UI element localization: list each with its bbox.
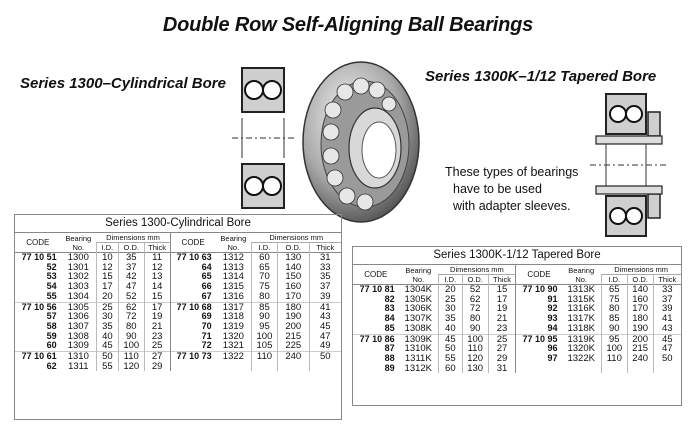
bearing-no-cell: 1306 <box>67 311 89 323</box>
id-cell: 40 <box>96 332 118 342</box>
thick-cell: 23 <box>488 324 516 334</box>
code-cell: 52 <box>46 261 57 272</box>
thick-cell: 47 <box>309 332 341 342</box>
thick-cell <box>653 364 681 374</box>
id-cell: 110 <box>252 352 278 362</box>
id-cell: 30 <box>438 304 462 314</box>
id-cell: 20 <box>96 292 118 302</box>
thick-cell: 15 <box>144 292 170 302</box>
id-cell: 35 <box>96 322 118 332</box>
od-cell: 90 <box>462 324 488 334</box>
od-cell: 180 <box>627 314 653 324</box>
code-cell: 77 10 56 <box>21 301 57 312</box>
col-od: O.D. <box>277 243 309 253</box>
id-cell: 75 <box>601 295 627 305</box>
id-cell: 55 <box>96 362 118 372</box>
id-cell: 100 <box>252 332 278 342</box>
col-dimensions: Dimensions mm <box>252 233 341 243</box>
od-cell: 140 <box>277 263 309 273</box>
id-cell: 85 <box>601 314 627 324</box>
bearing-no-cell: 1303 <box>67 281 89 293</box>
bearing-no-cell: 1313K <box>567 284 595 295</box>
col-od: O.D. <box>462 275 488 285</box>
thick-cell: 37 <box>653 295 681 305</box>
bearing-no-cell: 1321 <box>222 340 244 352</box>
od-cell: 200 <box>277 322 309 332</box>
id-cell: 17 <box>96 282 118 292</box>
code-cell: 58 <box>46 320 57 331</box>
bearing-no-cell: 1302 <box>67 271 89 283</box>
od-cell: 190 <box>277 312 309 322</box>
col-id: I.D. <box>96 243 118 253</box>
bearing-no-cell: 1322K <box>567 352 595 364</box>
code-cell <box>170 362 216 372</box>
od-cell: 100 <box>462 334 488 344</box>
code-cell: 54 <box>46 281 57 292</box>
code-cell: 87 <box>384 343 395 354</box>
thick-cell: 11 <box>144 253 170 263</box>
code-cell: 83 <box>384 303 395 314</box>
od-cell: 72 <box>462 304 488 314</box>
tapered-bore-diagram <box>590 92 666 238</box>
bearing-no-cell: 1322 <box>222 351 244 363</box>
table-row <box>15 352 341 362</box>
bearing-no-cell: 1304 <box>67 290 89 302</box>
od-cell: 72 <box>118 312 144 322</box>
col-bearing-no: Bearing No. <box>568 265 595 284</box>
id-cell: 95 <box>601 334 627 344</box>
thick-cell: 15 <box>488 285 516 295</box>
od-cell: 160 <box>627 295 653 305</box>
col-id: I.D. <box>252 243 278 253</box>
bearing-no-cell: 1319 <box>222 320 244 332</box>
code-cell: 93 <box>516 314 562 324</box>
thick-cell: 49 <box>309 341 341 351</box>
table-row <box>15 362 341 372</box>
code-cell: 84 <box>384 313 395 324</box>
thick-cell: 37 <box>309 282 341 292</box>
od-cell: 215 <box>277 332 309 342</box>
thick-cell: 33 <box>653 285 681 295</box>
bearing-no-cell: 1318K <box>567 322 595 334</box>
code-cell: 96 <box>516 344 562 354</box>
bearing-no-cell: 1312 <box>222 252 244 263</box>
od-cell: 52 <box>462 285 488 295</box>
col-od: O.D. <box>118 243 144 253</box>
bearing-no-cell: 1316 <box>222 290 244 302</box>
code-cell: 60 <box>46 340 57 351</box>
col-code: CODE <box>364 270 388 279</box>
code-cell: 53 <box>46 271 57 282</box>
od-cell: 160 <box>277 282 309 292</box>
thick-cell: 39 <box>309 292 341 302</box>
col-id: I.D. <box>438 275 462 285</box>
table-row <box>353 324 681 334</box>
code-cell: 77 10 61 <box>21 351 57 362</box>
code-cell: 57 <box>46 311 57 322</box>
od-cell: 215 <box>627 344 653 354</box>
code-cell: 77 10 51 <box>21 252 57 262</box>
bearing-no-cell: 1305K <box>404 293 433 305</box>
code-cell: 55 <box>46 290 57 301</box>
bearing-no-cell: 1320 <box>222 330 244 342</box>
bearing-no-cell: 1305 <box>67 301 89 313</box>
thick-cell: 41 <box>309 302 341 312</box>
od-cell: 110 <box>118 352 144 362</box>
bearing-no-cell: 1301 <box>67 261 89 273</box>
col-dimensions: Dimensions mm <box>601 265 681 275</box>
id-cell: 20 <box>438 285 462 295</box>
bearing-no-cell: 1313 <box>222 261 244 273</box>
id-cell: 12 <box>96 263 118 273</box>
od-cell: 180 <box>277 302 309 312</box>
id-cell: 105 <box>252 341 278 351</box>
thick-cell: 39 <box>653 304 681 314</box>
code-cell: 77 10 63 <box>170 253 216 263</box>
id-cell: 100 <box>601 344 627 354</box>
thick-cell: 50 <box>309 352 341 362</box>
od-cell: 150 <box>277 272 309 282</box>
col-bearing-no: Bearing No. <box>65 233 92 252</box>
bearing-no-cell: 1309K <box>404 333 433 345</box>
id-cell: 40 <box>438 324 462 334</box>
id-cell: 110 <box>601 354 627 364</box>
col-code: CODE <box>516 265 562 285</box>
thick-cell: 29 <box>488 354 516 364</box>
id-cell: 25 <box>96 302 118 312</box>
note-line: have to be used <box>453 182 542 196</box>
cylindrical-bore-table <box>14 214 342 420</box>
code-cell: 65 <box>170 272 216 282</box>
bearing-no-cell: 1316K <box>567 303 595 315</box>
code-cell: 69 <box>170 312 216 322</box>
code-cell: 77 10 90 <box>516 285 562 295</box>
code-cell: 70 <box>170 322 216 332</box>
od-cell: 120 <box>118 362 144 372</box>
od-cell: 90 <box>118 332 144 342</box>
code-cell: 59 <box>46 330 57 341</box>
cylindrical-series-heading: Series 1300–Cylindrical Bore <box>20 75 226 92</box>
code-cell: 66 <box>170 282 216 292</box>
col-bearing-no: Bearing No. <box>220 233 247 252</box>
code-cell: 97 <box>516 354 562 364</box>
bearing-no-cell: 1311 <box>68 360 89 372</box>
code-cell: 77 10 73 <box>170 352 216 362</box>
od-cell: 80 <box>118 322 144 332</box>
table-row <box>353 364 681 374</box>
bearing-no-cell: 1310K <box>404 343 433 355</box>
bearing-no-cell: 1308K <box>404 322 433 334</box>
thick-cell: 14 <box>144 282 170 292</box>
table-row <box>15 292 341 302</box>
col-thick: Thick <box>144 243 170 253</box>
od-cell: 240 <box>277 352 309 362</box>
od-cell: 42 <box>118 272 144 282</box>
thick-cell: 27 <box>144 352 170 362</box>
bearing-no-cell: 1317K <box>567 313 595 325</box>
col-dimensions: Dimensions mm <box>96 233 170 243</box>
code-cell: 88 <box>384 352 395 363</box>
id-cell: 90 <box>252 312 278 322</box>
thick-cell: 33 <box>309 263 341 273</box>
table-title: Series 1300-Cylindrical Bore <box>15 215 341 233</box>
col-dimensions: Dimensions mm <box>438 265 516 275</box>
od-cell: 130 <box>462 364 488 374</box>
col-thick: Thick <box>309 243 341 253</box>
bearing-no-cell <box>216 362 252 372</box>
od-cell: 62 <box>118 302 144 312</box>
adapter-sleeve-note <box>445 164 578 215</box>
col-thick: Thick <box>653 275 681 285</box>
id-cell: 50 <box>438 344 462 354</box>
od-cell: 37 <box>118 263 144 273</box>
tapered-series-heading: Series 1300K–1/12 Tapered Bore <box>425 68 657 85</box>
bearing-no-cell: 1314 <box>222 271 244 283</box>
od-cell: 225 <box>277 341 309 351</box>
id-cell: 55 <box>438 354 462 364</box>
bearing-no-cell: 1319K <box>567 333 595 345</box>
bearing-no-cell: 1307 <box>67 320 89 332</box>
table-row <box>15 341 341 351</box>
od-cell <box>277 362 309 372</box>
id-cell: 95 <box>252 322 278 332</box>
thick-cell: 21 <box>144 322 170 332</box>
code-cell: 92 <box>516 304 562 314</box>
bearing-no-cell: 1304K <box>404 284 433 295</box>
od-cell: 200 <box>627 334 653 344</box>
id-cell: 50 <box>96 352 118 362</box>
od-cell: 35 <box>118 253 144 263</box>
od-cell <box>627 364 653 374</box>
code-cell: 77 10 81 <box>359 284 395 294</box>
bearing-no-cell: 1320K <box>567 343 595 355</box>
od-cell: 100 <box>118 341 144 351</box>
id-cell: 75 <box>252 282 278 292</box>
code-cell: 77 10 86 <box>359 333 395 344</box>
bearing-no-cell: 1306K <box>404 303 433 315</box>
id-cell: 80 <box>252 292 278 302</box>
od-cell: 190 <box>627 324 653 334</box>
page-title: Double Row Self-Aligning Ball Bearings <box>162 14 534 36</box>
thick-cell: 47 <box>653 344 681 354</box>
code-cell: 67 <box>170 292 216 302</box>
id-cell: 65 <box>252 263 278 273</box>
thick-cell: 41 <box>653 314 681 324</box>
code-cell: 85 <box>384 322 395 333</box>
od-cell: 240 <box>627 354 653 364</box>
col-bearing-no: Bearing No. <box>405 265 432 284</box>
id-cell: 10 <box>96 253 118 263</box>
thick-cell: 31 <box>488 364 516 374</box>
bearing-no-cell: 1308 <box>67 330 89 342</box>
code-cell: 91 <box>516 295 562 305</box>
thick-cell: 17 <box>144 302 170 312</box>
thick-cell: 43 <box>309 312 341 322</box>
thick-cell: 25 <box>488 334 516 344</box>
thick-cell: 35 <box>309 272 341 282</box>
note-line: with adapter sleeves. <box>453 199 571 213</box>
id-cell: 45 <box>96 341 118 351</box>
thick-cell: 45 <box>309 322 341 332</box>
table-title: Series 1300K-1/12 Tapered Bore <box>353 247 681 265</box>
od-cell: 170 <box>627 304 653 314</box>
id-cell: 35 <box>438 314 462 324</box>
bearing-no-cell: 1310 <box>67 351 89 363</box>
od-cell: 130 <box>277 253 309 263</box>
col-id: I.D. <box>601 275 627 285</box>
bearing-no-cell <box>562 364 602 374</box>
bearing-no-cell: 1318 <box>222 311 244 323</box>
col-od: O.D. <box>627 275 653 285</box>
bearing-no-cell: 1315K <box>567 293 595 305</box>
thick-cell: 43 <box>653 324 681 334</box>
od-cell: 170 <box>277 292 309 302</box>
id-cell: 90 <box>601 324 627 334</box>
note-line: These types of bearings <box>445 165 579 179</box>
id-cell: 30 <box>96 312 118 322</box>
od-cell: 80 <box>462 314 488 324</box>
cylindrical-bore-diagram <box>232 62 294 212</box>
bearing-no-cell: 1317 <box>222 301 244 313</box>
id-cell: 80 <box>601 304 627 314</box>
table-row <box>353 354 681 364</box>
code-cell: 77 10 68 <box>170 302 216 312</box>
code-cell: 62 <box>46 360 57 371</box>
code-cell: 64 <box>170 263 216 273</box>
thick-cell: 45 <box>653 334 681 344</box>
thick-cell: 19 <box>488 304 516 314</box>
od-cell: 120 <box>462 354 488 364</box>
id-cell <box>252 362 278 372</box>
thick-cell: 25 <box>144 341 170 351</box>
od-cell: 140 <box>627 285 653 295</box>
od-cell: 110 <box>462 344 488 354</box>
bearing-no-cell: 1300 <box>67 252 89 263</box>
code-cell: 77 10 95 <box>516 334 562 344</box>
id-cell: 60 <box>252 253 278 263</box>
thick-cell: 13 <box>144 272 170 282</box>
col-code: CODE <box>26 238 50 247</box>
bearing-no-cell: 1309 <box>67 340 89 352</box>
od-cell: 52 <box>118 292 144 302</box>
thick-cell: 23 <box>144 332 170 342</box>
id-cell: 15 <box>96 272 118 282</box>
id-cell: 70 <box>252 272 278 282</box>
bearing-no-cell: 1315 <box>222 281 244 293</box>
id-cell: 25 <box>438 295 462 305</box>
code-cell: 82 <box>384 293 395 304</box>
tapered-bore-table <box>352 246 682 406</box>
od-cell: 62 <box>462 295 488 305</box>
id-cell: 60 <box>438 364 462 374</box>
code-cell: 89 <box>384 362 395 373</box>
thick-cell: 21 <box>488 314 516 324</box>
col-code: CODE <box>170 233 216 253</box>
thick-cell: 31 <box>309 253 341 263</box>
bearing-no-cell: 1312K <box>404 362 433 374</box>
thick-cell: 12 <box>144 263 170 273</box>
id-cell: 45 <box>438 334 462 344</box>
code-cell: 71 <box>170 332 216 342</box>
id-cell: 65 <box>601 285 627 295</box>
thick-cell: 19 <box>144 312 170 322</box>
thick-cell: 27 <box>488 344 516 354</box>
bearing-photo <box>295 56 425 226</box>
thick-cell: 29 <box>144 362 170 372</box>
bearing-no-cell: 1307K <box>404 313 433 325</box>
id-cell: 85 <box>252 302 278 312</box>
col-thick: Thick <box>488 275 516 285</box>
thick-cell: 50 <box>653 354 681 364</box>
od-cell: 47 <box>118 282 144 292</box>
code-cell: 72 <box>170 341 216 351</box>
code-cell: 94 <box>516 324 562 334</box>
thick-cell: 17 <box>488 295 516 305</box>
thick-cell <box>309 362 341 372</box>
code-cell <box>516 364 562 374</box>
id-cell <box>601 364 627 374</box>
bearing-no-cell: 1311K <box>404 352 432 364</box>
